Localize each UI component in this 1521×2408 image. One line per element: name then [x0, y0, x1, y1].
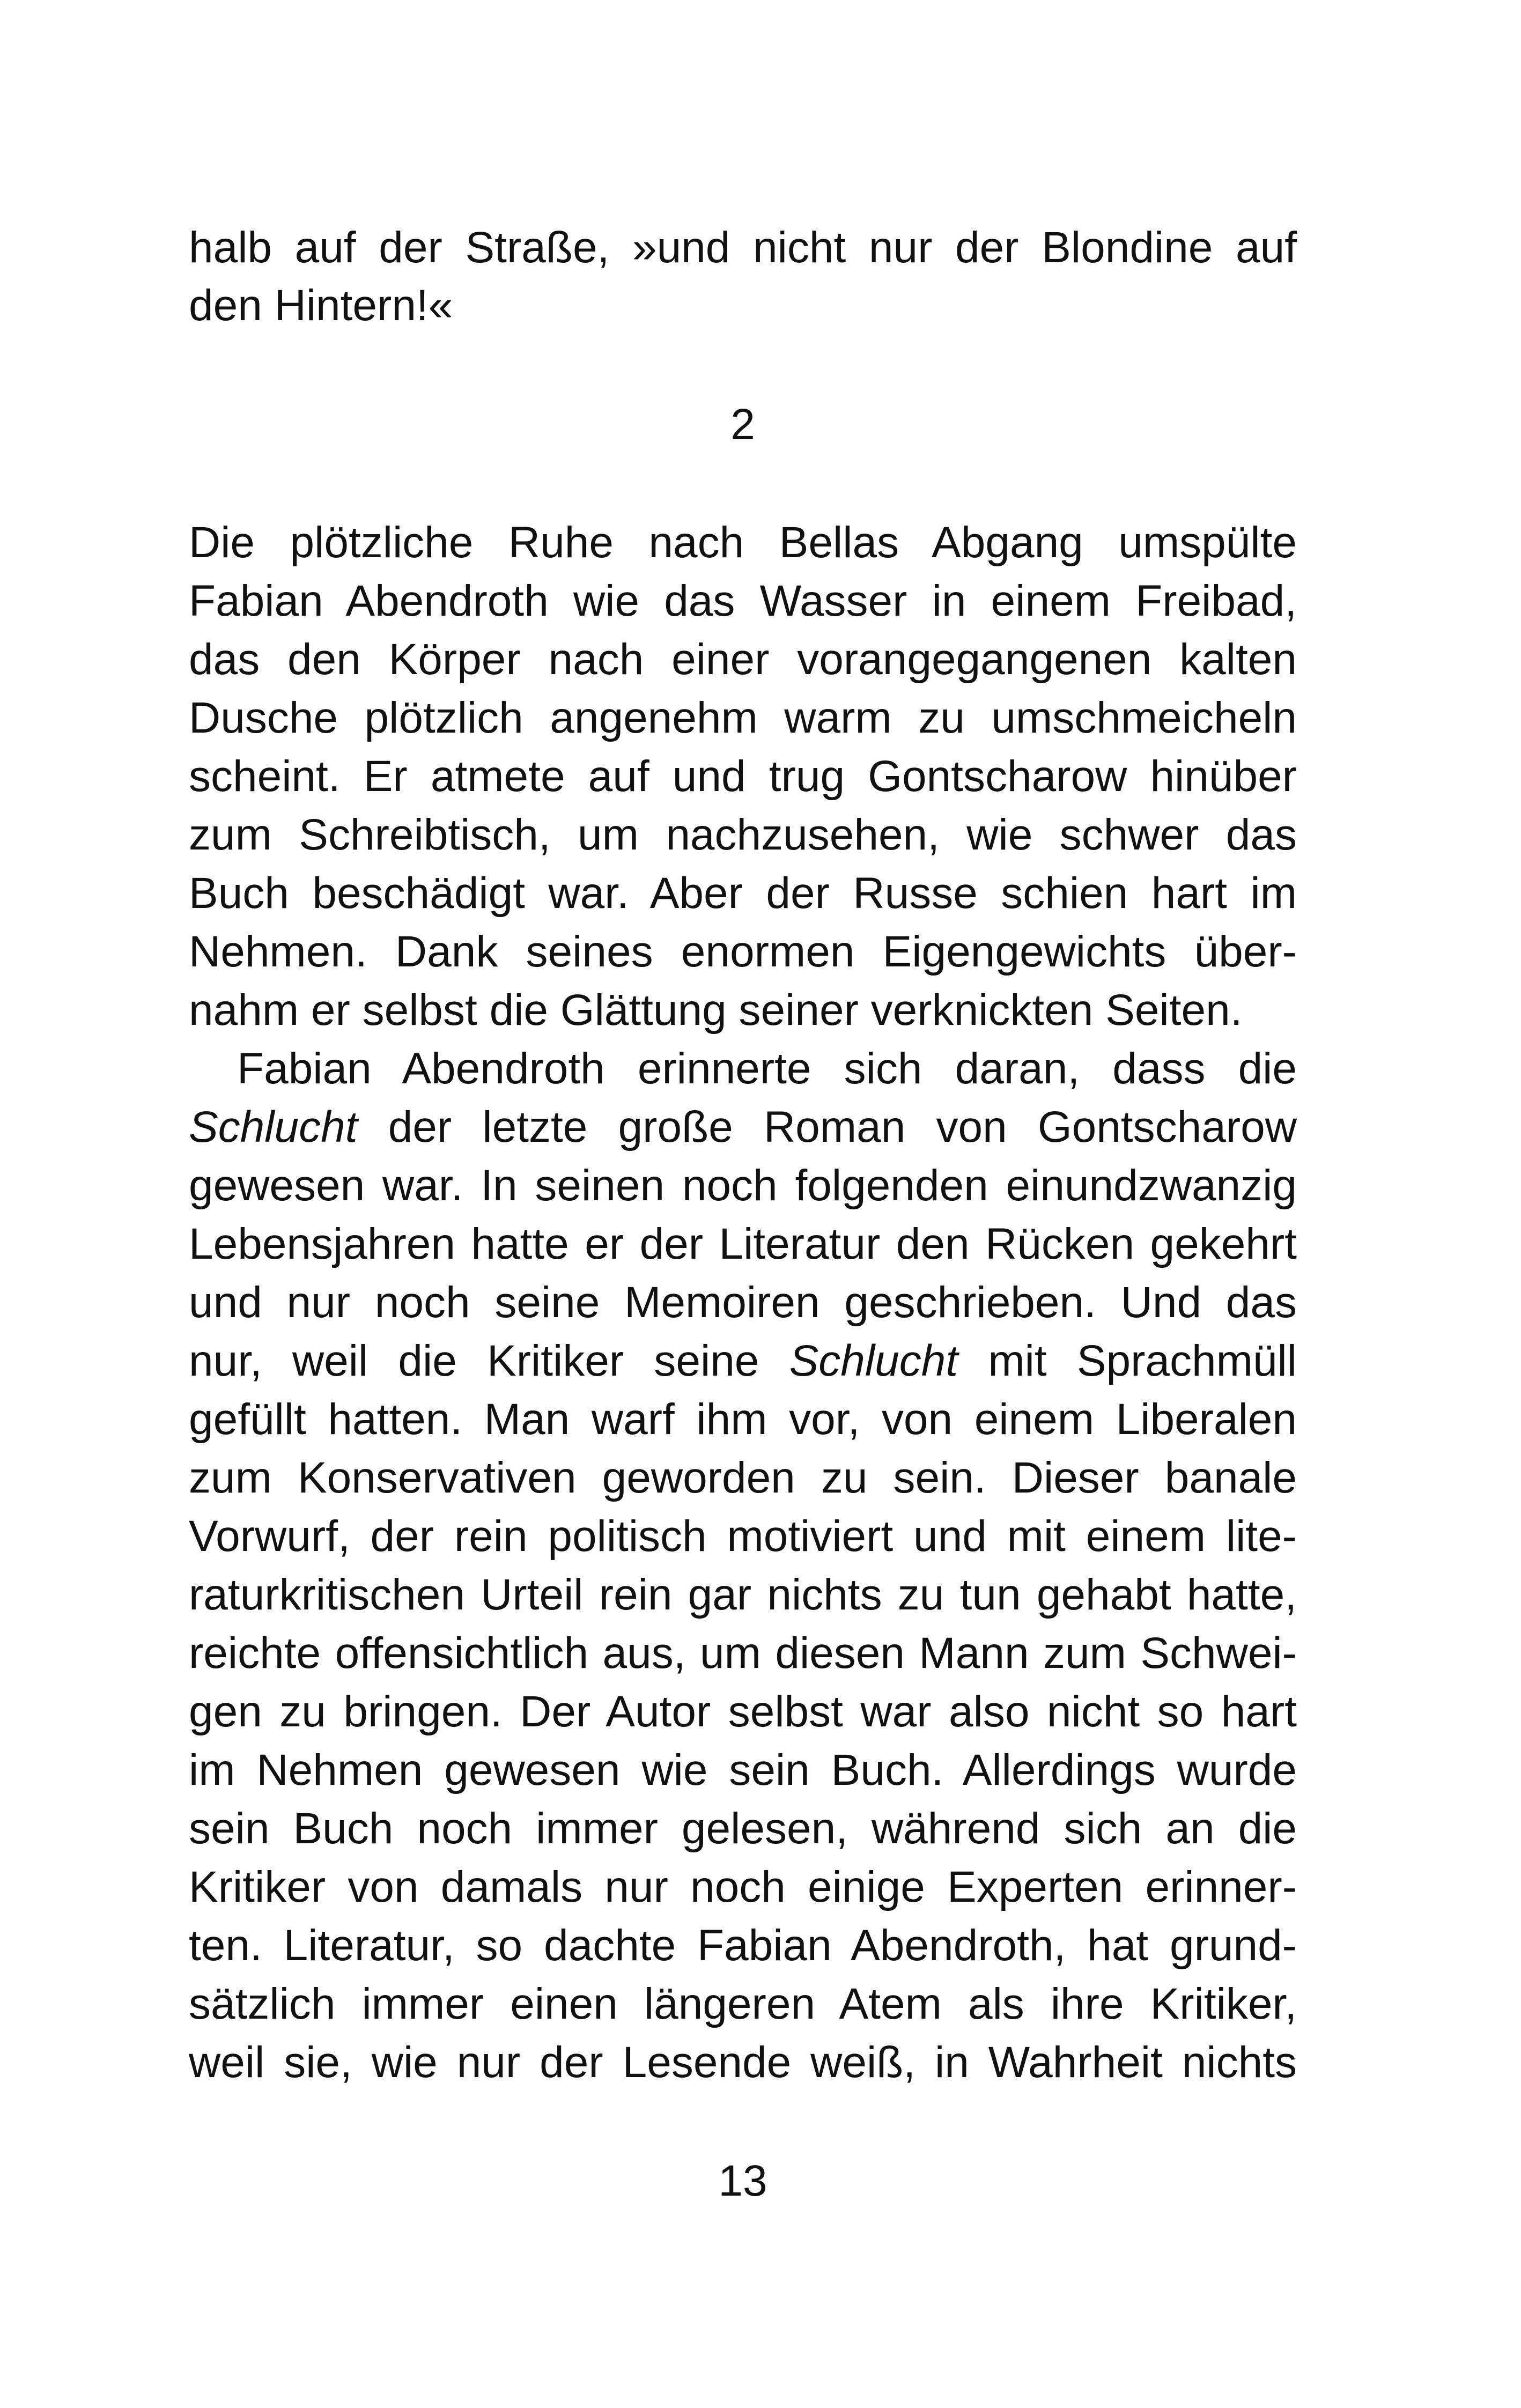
- text-span: mit Sprachmüll: [988, 1336, 1297, 1385]
- text-line: Buch beschädigt war. Aber der Russe schien hart im: [189, 869, 1297, 918]
- text-line: zum Konservativen geworden zu sein. Dieser banale: [189, 1453, 1297, 1502]
- text-line: nahm er selbst die Glättung seiner verknickten Seiten.: [189, 986, 1243, 1035]
- text-line: zum Schreibtisch, um nachzusehen, wie schwer das: [189, 810, 1297, 859]
- italic-book-title: Schlucht: [789, 1336, 958, 1385]
- text-line: Lebensjahren hatte er der Literatur den Rücken gekehrt: [189, 1220, 1297, 1268]
- text-line: Kritiker von damals nur noch einige Experten erinner-: [189, 1863, 1297, 1911]
- text-line-mixed: [189, 1100, 1297, 1154]
- text-line: sätzlich immer einen längeren Atem als ihre Kritiker,: [189, 1979, 1297, 2028]
- text-line: Nehmen. Dank seines enormen Eigengewichts über-: [189, 927, 1297, 976]
- text-line: Vorwurf, der rein politisch motiviert und mit einem lite-: [189, 1512, 1297, 1561]
- text-line: das den Körper nach einer vorangegangenen kalten: [189, 635, 1297, 684]
- text-line: ten. Literatur, so dachte Fabian Abendroth, hat grund-: [189, 1921, 1297, 1970]
- text-line: weil sie, wie nur der Lesende weiß, in Wahrheit nichts: [189, 2038, 1297, 2087]
- text-line: scheint. Er atmete auf und trug Gontscharow hinüber: [189, 752, 1297, 801]
- text-line: raturkritischen Urteil rein gar nichts zu tun gehabt hatte,: [189, 1570, 1297, 1619]
- italic-book-title: Schlucht: [189, 1103, 358, 1151]
- text-line: sein Buch noch immer gelesen, während sich an die: [189, 1804, 1297, 1853]
- text-line: Fabian Abendroth erinnerte sich daran, dass die: [237, 1044, 1297, 1093]
- text-line: und nur noch seine Memoiren geschrieben. Und das: [189, 1278, 1297, 1327]
- text-line: halb auf der Straße, »und nicht nur der Blondine auf: [189, 223, 1297, 272]
- text-line: den Hintern!«: [189, 281, 453, 330]
- chapter-number: 2: [730, 400, 755, 449]
- text-line: Dusche plötzlich angenehm warm zu umschmeicheln: [189, 693, 1297, 742]
- text-line: gewesen war. In seinen noch folgenden einundzwanzig: [189, 1161, 1297, 1210]
- text-line-mixed: [189, 1334, 1297, 1388]
- text-span: nur, weil die Kritiker seine: [189, 1336, 759, 1385]
- text-line: gen zu bringen. Der Autor selbst war also nicht so hart: [189, 1687, 1297, 1736]
- text-line: Die plötzliche Ruhe nach Bellas Abgang umspülte: [189, 518, 1297, 567]
- text-line: im Nehmen gewesen wie sein Buch. Allerdings wurde: [189, 1746, 1297, 1794]
- text-line: reichte offensichtlich aus, um diesen Mann zum Schwei-: [189, 1629, 1297, 1678]
- text-span: der letzte große Roman von Gontscharow: [388, 1103, 1297, 1151]
- page-number: 13: [718, 2156, 767, 2205]
- text-line: gefüllt hatten. Man warf ihm vor, von einem Liberalen: [189, 1395, 1297, 1444]
- text-line: Fabian Abendroth wie das Wasser in einem Freibad,: [189, 577, 1297, 625]
